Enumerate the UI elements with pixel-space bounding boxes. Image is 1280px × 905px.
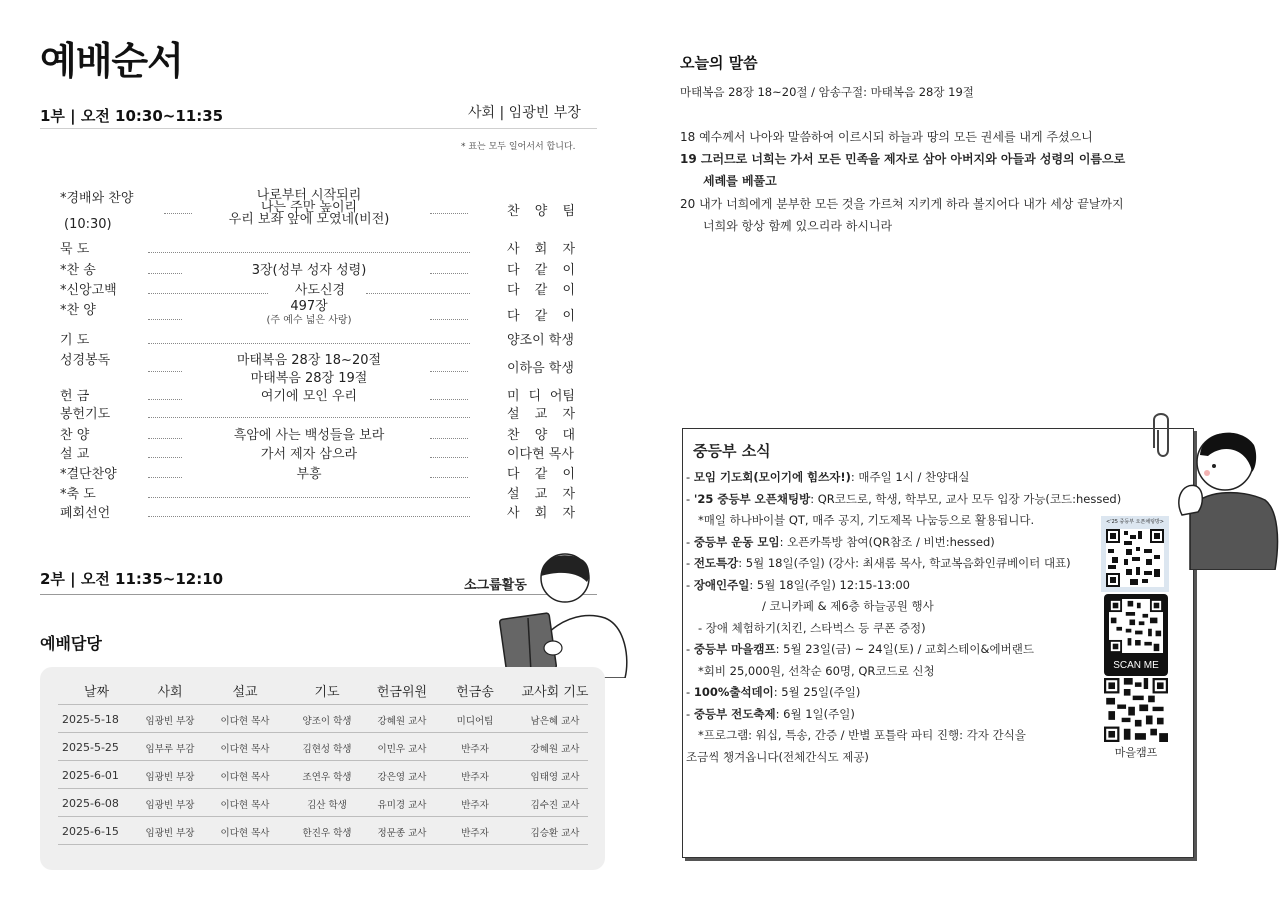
verse-20-cont: 너희와 항상 함께 있으리라 하시니라	[703, 219, 893, 233]
page-title: 예배순서	[40, 39, 183, 83]
order-label: *결단찬양	[60, 467, 117, 482]
order-row	[60, 241, 580, 259]
word-heading: 오늘의 말씀	[680, 54, 758, 72]
table-divider	[58, 760, 588, 761]
news-item: - 중등부 전도축제: 6월 1일(주일)	[686, 706, 855, 721]
order-time: (10:30)	[64, 217, 112, 232]
order-person: 찬 양 팀	[507, 204, 575, 219]
order-row	[60, 388, 580, 406]
order-label: *경배와 찬양	[60, 191, 134, 206]
order-content-line: 나로부터 시작되리	[256, 188, 362, 203]
table-cell: 정문종 교사	[377, 828, 427, 839]
leader-dots	[148, 241, 470, 253]
leader-dots	[148, 282, 268, 294]
leader-dots	[148, 427, 182, 439]
table-cell: 반주자	[461, 828, 489, 839]
leader-dots	[148, 308, 182, 320]
qr-label: SCAN ME	[1113, 660, 1159, 671]
table-header-cell: 날짜	[84, 685, 110, 700]
order-person: 사 회 자	[507, 242, 575, 257]
news-item-text: : 오픈카톡방 참여(QR참조 / 비번:hessed)	[779, 534, 995, 549]
news-item: - 중등부 운동 모임: 오픈카톡방 참여(QR참조 / 비번:hessed)	[686, 534, 995, 549]
verse-20: 20 내가 너희에게 분부한 모든 것을 가르쳐 지키게 하라 볼지어다 내가 세상 끝날까지	[680, 197, 1124, 211]
order-label: 기 도	[60, 333, 90, 348]
part2-activity: 소그룹활동	[464, 578, 527, 593]
qr-label: 마을캠프	[1114, 746, 1158, 759]
table-cell: 강혜원 교사	[377, 716, 427, 727]
word-reference: 마태복음 28장 18~20절 / 암송구절: 마태복음 28장 19절	[680, 85, 974, 99]
leader-dots	[148, 486, 470, 498]
order-person: 다 같 이	[507, 467, 575, 482]
table-cell: 이다현 목사	[220, 800, 270, 811]
order-row	[60, 446, 580, 464]
leader-dots	[148, 406, 470, 418]
news-item-text: : 5월 23일(금) ~ 24일(토) / 교회스테이&에버랜드	[775, 642, 1034, 656]
order-person: 찬 양 대	[507, 428, 575, 443]
table-header-cell: 헌금송	[456, 685, 494, 700]
part1-host: 사회 | 임광빈 부장	[468, 105, 581, 121]
table-cell: 임광빈 부장	[145, 716, 195, 727]
table-cell: 2025-5-25	[62, 741, 119, 754]
news-item: - '25 중등부 오픈채팅방: QR코드로, 학생, 학부모, 교사 모두 입장 가능(코드:hessed)	[686, 491, 1122, 506]
order-person: 설 교 자	[507, 487, 575, 502]
order-person: 다 같 이	[507, 263, 575, 278]
news-item: - 100%출석데이: 5월 25일(주일)	[686, 685, 861, 699]
leader-dots	[148, 446, 182, 458]
table-cell: 2025-5-18	[62, 713, 119, 726]
news-item-title: 장애인주일	[693, 577, 750, 592]
news-item: - 모임 기도회(모이기에 힘쓰자!): 매주일 1시 / 찬양대실	[686, 470, 970, 484]
reading-person-illustration	[495, 548, 630, 678]
order-person: 다 같 이	[507, 283, 575, 298]
order-person: 미 디 어팀	[507, 389, 575, 404]
news-item-note: - 장애 체험하기(치킨, 스타벅스 등 쿠폰 증정)	[698, 620, 926, 635]
news-list	[686, 467, 1166, 768]
table-cell: 김현성 학생	[302, 744, 352, 755]
leader-dots	[148, 262, 182, 274]
order-content	[198, 300, 420, 328]
standing-note: * 표는 모두 일어서서 합니다.	[461, 142, 576, 152]
leader-dots	[430, 308, 468, 320]
order-content-line: 마태복음 28장 18~20절	[236, 353, 382, 368]
order-label: 성경봉독	[60, 353, 111, 368]
order-label: *축 도	[60, 487, 96, 502]
news-item-note: *회비 25,000원, 선착순 60명, QR코드로 신청	[698, 663, 935, 678]
order-content-line: 마태복음 28장 19절	[250, 371, 368, 386]
table-cell: 이다현 목사	[220, 716, 270, 727]
qr-code-icon	[1104, 678, 1168, 742]
table-divider	[58, 788, 588, 789]
table-cell: 김수진 교사	[530, 800, 580, 811]
order-row	[60, 282, 580, 300]
table-header-cell: 사회	[157, 685, 183, 700]
table-header-cell: 기도	[314, 685, 340, 700]
order-row	[60, 299, 580, 326]
table-cell: 2025-6-08	[62, 797, 119, 810]
table-cell: 김산 학생	[307, 800, 347, 811]
order-label: *신앙고백	[60, 283, 117, 298]
verse-18: 18 예수께서 나아와 말씀하여 이르시되 하늘과 땅의 모든 권세를 내게 주셨으니	[680, 130, 1093, 144]
order-person: 사 회 자	[507, 506, 575, 521]
news-item-text: : 5월 25일(주일)	[773, 685, 861, 699]
order-person: 양조이 학생	[507, 333, 574, 348]
leader-dots	[148, 388, 182, 400]
table-cell: 2025-6-01	[62, 769, 119, 782]
news-item-text: : 매주일 1시 / 찬양대실	[850, 470, 970, 484]
qr-code-icon	[1106, 529, 1164, 587]
order-label: 봉헌기도	[60, 407, 111, 422]
news-item: - 중등부 마을캠프: 5월 23일(금) ~ 24일(토) / 교회스테이&에버랜드	[686, 642, 1034, 656]
news-heading: 중등부 소식	[693, 442, 771, 460]
news-item-title: '25 중등부 오픈채팅방	[693, 491, 811, 506]
order-content-line: 흑암에 사는 백성들을 보라	[233, 428, 385, 443]
news-item-note: *매일 하나바이블 QT, 매주 공지, 기도제목 나눔등으로 활용됩니다.	[698, 513, 1035, 527]
table-divider	[58, 732, 588, 733]
order-label: 찬 양	[60, 428, 90, 443]
leader-dots	[148, 360, 182, 372]
order-row	[60, 332, 580, 350]
order-label: 헌 금	[60, 389, 90, 404]
leader-dots	[430, 262, 468, 274]
news-item-title: 중등부 마을캠프	[693, 642, 776, 656]
table-cell: 강혜원 교사	[530, 744, 580, 755]
staff-heading: 예배담당	[40, 634, 102, 653]
leader-dots	[430, 360, 468, 372]
table-cell: 이민우 교사	[377, 744, 427, 755]
leader-dots	[430, 427, 468, 439]
qr-scan-me[interactable]	[1104, 594, 1168, 676]
order-content-line: 나는 주만 높이리	[260, 200, 358, 215]
news-item-note: *프로그램: 워십, 특송, 간증 / 반별 포틀락 파티 진행: 각자 간식을	[698, 728, 1026, 742]
news-item-title: 중등부 전도축제	[693, 706, 776, 721]
table-header-cell: 설교	[232, 685, 258, 700]
order-content-line: 가서 제자 삼으라	[260, 447, 358, 462]
table-cell: 한진우 학생	[302, 828, 352, 839]
order-content	[198, 190, 420, 226]
order-content-line: 사도신경	[294, 283, 346, 298]
table-cell: 이다현 목사	[220, 744, 270, 755]
order-content	[198, 262, 420, 280]
table-cell: 미디어팀	[456, 716, 494, 727]
qr-label: <'25 중등부 오픈채팅방>	[1106, 519, 1164, 525]
verse-19-cont: 세례를 베풀고	[703, 174, 777, 188]
table-cell: 양조이 학생	[302, 716, 352, 727]
order-content	[198, 352, 420, 388]
table-cell: 임부루 부감	[145, 744, 195, 755]
table-cell: 반주자	[461, 744, 489, 755]
verse-19: 19 그러므로 너희는 가서 모든 민족을 제자로 삼아 아버지와 아들과 성령의 이름으로	[680, 152, 1126, 166]
table-cell: 임광빈 부장	[145, 800, 195, 811]
table-cell: 반주자	[461, 800, 489, 811]
order-row	[60, 466, 580, 484]
news-item-text: : 6월 1일(주일)	[775, 706, 855, 721]
order-row	[60, 486, 580, 504]
table-cell: 강은영 교사	[377, 772, 427, 783]
qr-code-icon	[1109, 599, 1163, 653]
qr-openchat[interactable]	[1101, 516, 1169, 592]
order-label: *찬 양	[60, 303, 96, 318]
news-item: - 장애인주일: 5월 18일(주일) 12:15-13:00	[686, 577, 910, 592]
news-item-text: : QR코드로, 학생, 학부모, 교사 모두 입장 가능(코드:hessed)	[810, 491, 1122, 506]
news-item-title: 모임 기도회(모이기에 힘쓰자!)	[693, 470, 851, 484]
table-header-cell: 헌금위원	[376, 685, 428, 700]
order-content-line: 부흥	[296, 467, 322, 482]
part2-heading: 2부 | 오전 11:35~12:10	[40, 570, 224, 588]
leader-dots	[164, 202, 192, 214]
leader-dots	[148, 466, 182, 478]
part1-heading: 1부 | 오전 10:30~11:35	[40, 107, 224, 125]
order-content	[198, 427, 420, 445]
order-content-line: 우리 보좌 앞에 모였네(비전)	[228, 212, 390, 227]
news-item-text: : 5월 18일(주일) (강사: 최새롬 목사, 학교복음화인큐베이터 대표)	[738, 556, 1071, 570]
order-row	[60, 505, 580, 523]
table-cell: 김승환 교사	[530, 828, 580, 839]
order-row	[60, 352, 580, 386]
news-item-title: 100%출석데이	[693, 685, 774, 699]
order-content	[198, 446, 420, 464]
table-divider	[58, 816, 588, 817]
news-item: - 전도특강: 5월 18일(주일) (강사: 최새롬 목사, 학교복음화인큐베이터 대표)	[686, 556, 1071, 570]
qr-village-camp[interactable]	[1104, 678, 1168, 758]
order-content-line: (주 예수 넓은 사랑)	[266, 315, 352, 326]
order-content-line: 497장	[290, 299, 328, 314]
news-item-note: / 코니카페 & 제6층 하늘공원 행사	[762, 599, 934, 613]
table-cell: 이다현 목사	[220, 828, 270, 839]
table-cell: 2025-6-15	[62, 825, 119, 838]
table-cell: 임태영 교사	[530, 772, 580, 783]
order-person: 다 같 이	[507, 309, 575, 324]
order-row	[60, 406, 580, 424]
order-content-line: 3장(성부 성자 성령)	[251, 263, 367, 278]
order-person: 이하음 학생	[507, 361, 574, 376]
order-person: 설 교 자	[507, 407, 575, 422]
leader-dots	[148, 332, 470, 344]
leader-dots	[430, 202, 468, 214]
leader-dots	[430, 466, 468, 478]
table-cell: 조연우 학생	[302, 772, 352, 783]
order-label: 묵 도	[60, 242, 90, 257]
news-item-text: : 5월 18일(주일) 12:15-13:00	[749, 577, 910, 592]
order-row	[60, 262, 580, 280]
order-row	[60, 427, 580, 445]
news-item-note: 조금씩 챙겨옵니다(전체간식도 제공)	[686, 749, 869, 764]
order-content-line: 여기에 모인 우리	[260, 389, 358, 404]
order-label: *찬 송	[60, 263, 96, 278]
table-cell: 반주자	[461, 772, 489, 783]
table-cell: 남은혜 교사	[530, 716, 580, 727]
waving-person-illustration	[1170, 420, 1280, 570]
order-content	[280, 282, 360, 300]
table-cell: 임광빈 부장	[145, 772, 195, 783]
leader-dots	[430, 388, 468, 400]
table-divider	[58, 704, 588, 705]
news-item-title: 중등부 운동 모임	[693, 534, 780, 549]
table-divider	[58, 844, 588, 845]
table-cell: 유미경 교사	[377, 800, 427, 811]
leader-dots	[430, 446, 468, 458]
news-item-title: 전도특강	[693, 556, 739, 570]
leader-dots	[366, 282, 470, 294]
table-cell: 임광빈 부장	[145, 828, 195, 839]
order-content	[198, 388, 420, 406]
table-header-cell: 교사회 기도	[521, 685, 589, 700]
table-cell: 이다현 목사	[220, 772, 270, 783]
order-person: 이다현 목사	[507, 447, 574, 462]
order-label: 설 교	[60, 447, 90, 462]
leader-dots	[148, 505, 470, 517]
order-label: 폐회선언	[60, 506, 111, 521]
order-content	[198, 466, 420, 484]
divider	[40, 128, 597, 129]
order-row	[60, 188, 580, 232]
